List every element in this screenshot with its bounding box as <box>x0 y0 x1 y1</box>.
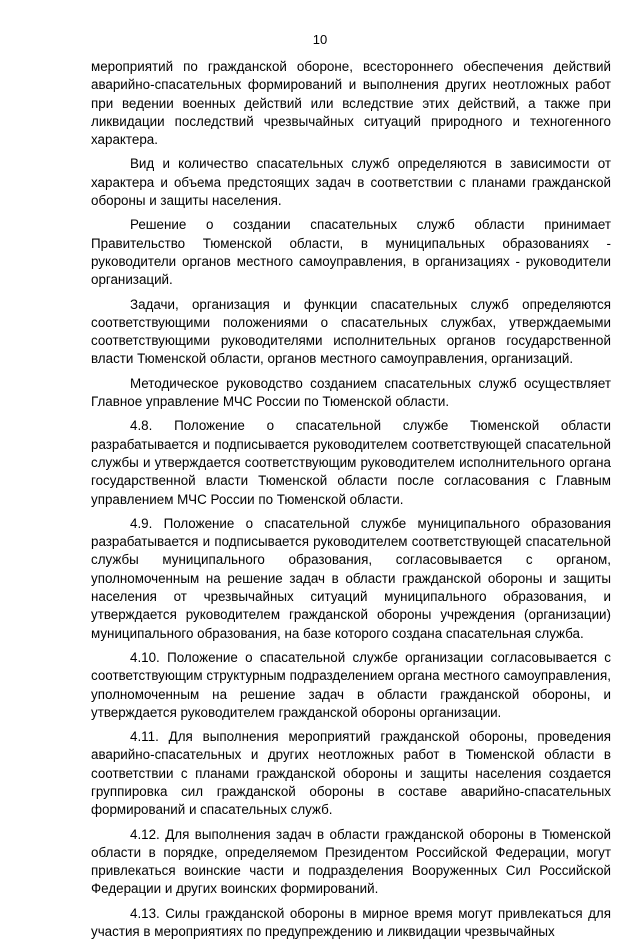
paragraph-4-11: 4.11. Для выполнения мероприятий гражданской обороны, проведения аварийно-спасательных и других неотложных работ в Тюменской области в соответствии с планами гражданской обороны и защиты населения создается группировка сил гражданской обороны в составе аварийно-спасательных формирований и спасательных служб. <box>91 729 611 818</box>
page-number: 10 <box>312 32 328 47</box>
paragraph-methodological-guidance: Методическое руководство созданием спасательных служб осуществляет Главное управление МЧС России по Тюменской области. <box>91 375 611 410</box>
document-body <box>91 58 611 947</box>
paragraph-rescue-services-decision: Решение о создании спасательных служб области принимает Правительство Тюменской области, в муниципальных образованиях - руководители органов местного самоуправления, в организациях - руководители организаций. <box>91 217 611 288</box>
paragraph-4-8: 4.8. Положение о спасательной службе Тюменской области разрабатывается и подписывается руководителем соответствующей спасательной службы и утверждается соответствующим руководителем исполнительного органа государственной власти Тюменской области после согласования с Главным управлением МЧС России по Тюменской области. <box>91 418 611 507</box>
paragraph-rescue-services-type: Вид и количество спасательных служб определяются в зависимости от характера и объема предстоящих задач в соответствии с планами гражданской обороны и защиты населения. <box>91 156 611 209</box>
paragraph-continuation: мероприятий по гражданской обороне, всестороннего обеспечения действий аварийно-спасательных формирований и выполнения других неотложных работ при ведении военных действий или вследствие этих действий, а также при ликвидации последствий чрезвычайных ситуаций природного и техногенного характера. <box>91 59 611 148</box>
paragraph-4-9: 4.9. Положение о спасательной службе муниципального образования разрабатывается и подписывается руководителем соответствующей спасательной службы муниципального образования, согласовывается с органом, уполномоченным на решение задач в области гражданской обороны и защиты населения от чрезвычайных ситуаций муниципального образования, и утверждается руководителем гражданской обороны учреждения (организации) муниципального образования, на базе которого создана спасательная служба. <box>91 515 611 641</box>
paragraph-4-13: 4.13. Силы гражданской обороны в мирное время могут привлекаться для участия в мероприятиях по предупреждению и ликвидации чрезвычайных <box>91 905 611 940</box>
paragraph-4-12: 4.12. Для выполнения задач в области гражданской обороны в Тюменской области в порядке, определяемом Президентом Российской Федерации, могут привлекаться воинские части и подразделения Вооруженных Сил Российской Федерации и других воинских формирований. <box>91 826 611 897</box>
paragraph-4-10: 4.10. Положение о спасательной службе организации согласовывается с соответствующим структурным подразделением органа местного самоуправления, уполномоченным на решение задач в области гражданской обороны, и утверждается руководителем гражданской обороны организации. <box>91 649 611 720</box>
paragraph-rescue-services-tasks: Задачи, организация и функции спасательных служб определяются соответствующими положениями о спасательных службах, утверждаемыми соответствующими руководителями исполнительных органов государственной власти Тюменской области, органов местного самоуправления, организаций. <box>91 296 611 367</box>
